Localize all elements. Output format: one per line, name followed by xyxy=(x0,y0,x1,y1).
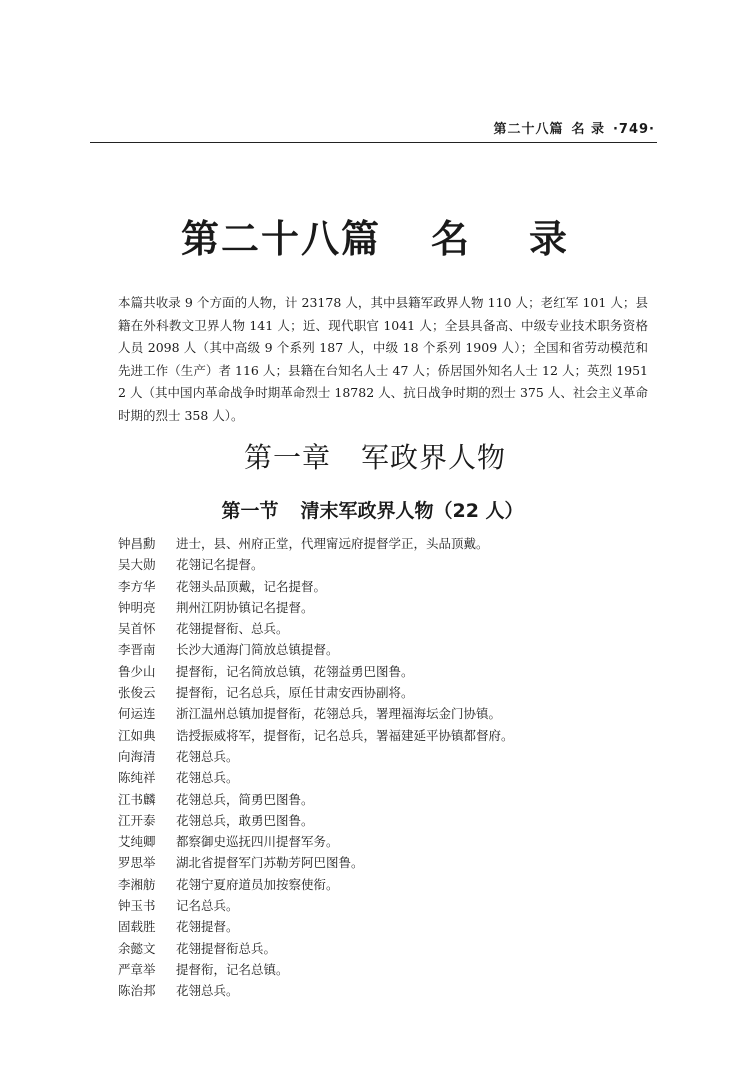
person-titles: 记名总兵。 xyxy=(176,898,239,914)
person-titles: 花翎总兵。 xyxy=(176,983,239,999)
roster-entry xyxy=(118,576,658,597)
section-number: 第一节 xyxy=(221,500,279,522)
person-name: 陈纯祥 xyxy=(118,770,156,786)
roster-entry xyxy=(118,682,658,703)
person-name: 吴首怀 xyxy=(118,621,156,637)
roster-entry xyxy=(118,533,658,554)
person-titles: 花翎总兵。 xyxy=(176,770,239,786)
roster-entry xyxy=(118,895,658,916)
roster-entry xyxy=(118,639,658,660)
person-name: 江如典 xyxy=(118,727,156,743)
person-name: 固载胜 xyxy=(118,919,156,935)
roster-entry xyxy=(118,703,658,724)
roster-entry xyxy=(118,746,658,767)
section-name: 清末军政界人物（22 人） xyxy=(300,500,524,522)
roster-entry xyxy=(118,789,658,810)
person-titles: 提督衔，记名总镇。 xyxy=(176,961,289,977)
roster-entry xyxy=(118,959,658,980)
person-name: 钟玉书 xyxy=(118,898,156,914)
person-titles: 荆州江阴协镇记名提督。 xyxy=(176,599,314,615)
roster-entry xyxy=(118,618,658,639)
person-titles: 花翎提督衔总兵。 xyxy=(176,940,277,956)
person-titles: 浙江温州总镇加提督衔，花翎总兵，署理福海坛金门协镇。 xyxy=(176,706,502,722)
person-titles: 进士，县、州府正堂，代理甯远府提督学正，头品顶戴。 xyxy=(176,536,489,551)
person-titles: 花翎头品顶戴，记名提督。 xyxy=(176,578,327,594)
roster-entry xyxy=(118,597,658,618)
roster-entry xyxy=(118,554,658,575)
header-rule xyxy=(90,142,657,143)
person-titles: 长沙大通海门简放总镇提督。 xyxy=(176,642,339,658)
running-head xyxy=(0,118,655,137)
chapter-number: 第一章 xyxy=(243,441,331,474)
person-name: 李晋南 xyxy=(118,642,156,658)
page-number: ·749· xyxy=(612,122,655,137)
running-head-part: 第二十八篇 xyxy=(493,122,564,137)
person-titles: 花翎记名提督。 xyxy=(176,557,264,573)
person-titles: 提督衔，记名总兵，原任甘肃安西协副将。 xyxy=(176,685,414,701)
person-name: 钟明亮 xyxy=(118,599,156,615)
person-name: 吴大勋 xyxy=(118,557,156,573)
person-name: 李湘舫 xyxy=(118,876,156,892)
person-name: 何运连 xyxy=(118,706,156,722)
roster-list xyxy=(118,533,658,1002)
person-name: 严章举 xyxy=(118,961,156,977)
person-titles: 花翎宁夏府道员加按察使衔。 xyxy=(176,876,339,892)
roster-entry xyxy=(118,852,658,873)
person-name: 李方华 xyxy=(118,578,156,594)
part-title-char-2: 录 xyxy=(529,217,570,261)
person-name: 陈治邦 xyxy=(118,983,156,999)
person-titles: 花翎提督。 xyxy=(176,919,239,935)
part-title-char-1: 名 xyxy=(430,217,471,261)
person-name: 张俊云 xyxy=(118,685,156,701)
roster-entry xyxy=(118,874,658,895)
roster-entry xyxy=(118,810,658,831)
person-name: 罗思举 xyxy=(118,855,156,871)
section-title xyxy=(0,496,745,523)
chapter-title xyxy=(0,436,750,476)
person-name: 鲁少山 xyxy=(118,663,156,679)
running-head-title: 名 录 xyxy=(571,122,605,137)
person-titles: 湖北省提督军门苏勒芳阿巴图鲁。 xyxy=(176,855,364,871)
person-name: 江开泰 xyxy=(118,812,156,828)
person-titles: 花翎总兵，敢勇巴图鲁。 xyxy=(176,812,314,828)
roster-entry xyxy=(118,916,658,937)
roster-entry xyxy=(118,725,658,746)
part-title-number: 第二十八篇 xyxy=(180,217,381,261)
person-name: 向海清 xyxy=(118,748,156,764)
person-titles: 都察御史巡抚四川提督军务。 xyxy=(176,834,339,850)
person-name: 钟昌勳 xyxy=(118,536,156,551)
person-titles: 提督衔，记名简放总镇，花翎益勇巴图鲁。 xyxy=(176,663,414,679)
person-titles: 花翎总兵。 xyxy=(176,748,239,764)
roster-entry xyxy=(118,938,658,959)
person-titles: 诰授振威将军，提督衔，记名总兵，署福建延平协镇都督府。 xyxy=(176,727,514,743)
person-titles: 花翎总兵，简勇巴图鲁。 xyxy=(176,791,314,807)
person-name: 余懿文 xyxy=(118,940,156,956)
chapter-name: 军政界人物 xyxy=(361,441,507,474)
roster-entry xyxy=(118,831,658,852)
person-titles: 花翎提督衔、总兵。 xyxy=(176,621,289,637)
roster-entry xyxy=(118,980,658,1001)
roster-entry xyxy=(118,767,658,788)
roster-entry xyxy=(118,661,658,682)
part-title xyxy=(0,208,750,263)
person-name: 艾纯卿 xyxy=(118,834,156,850)
intro-paragraph: 本篇共收录 9 个方面的人物，计 23178 人，其中县籍军政界人物 110 人；老红军 101 人；县籍在外科教文卫界人物 141 人；近、现代职官 1041 人；全县具备高、中级专业技术职务资格人员 2098 人（其中高级 9 个系列 187 人，中级 18 个系列 1909 人）；全国和省劳动模范和先进工作（生产）者 116 人；县籍在台知名人士 47 人；侨居国外知名人士 12 人；英烈 19512 人（其中国内革命战争时期革命烈士 18782 人、抗日战争时期的烈士 375 人、社会主义革命时期的烈士 358 人）。 xyxy=(118,295,649,423)
person-name: 江书麟 xyxy=(118,791,156,807)
